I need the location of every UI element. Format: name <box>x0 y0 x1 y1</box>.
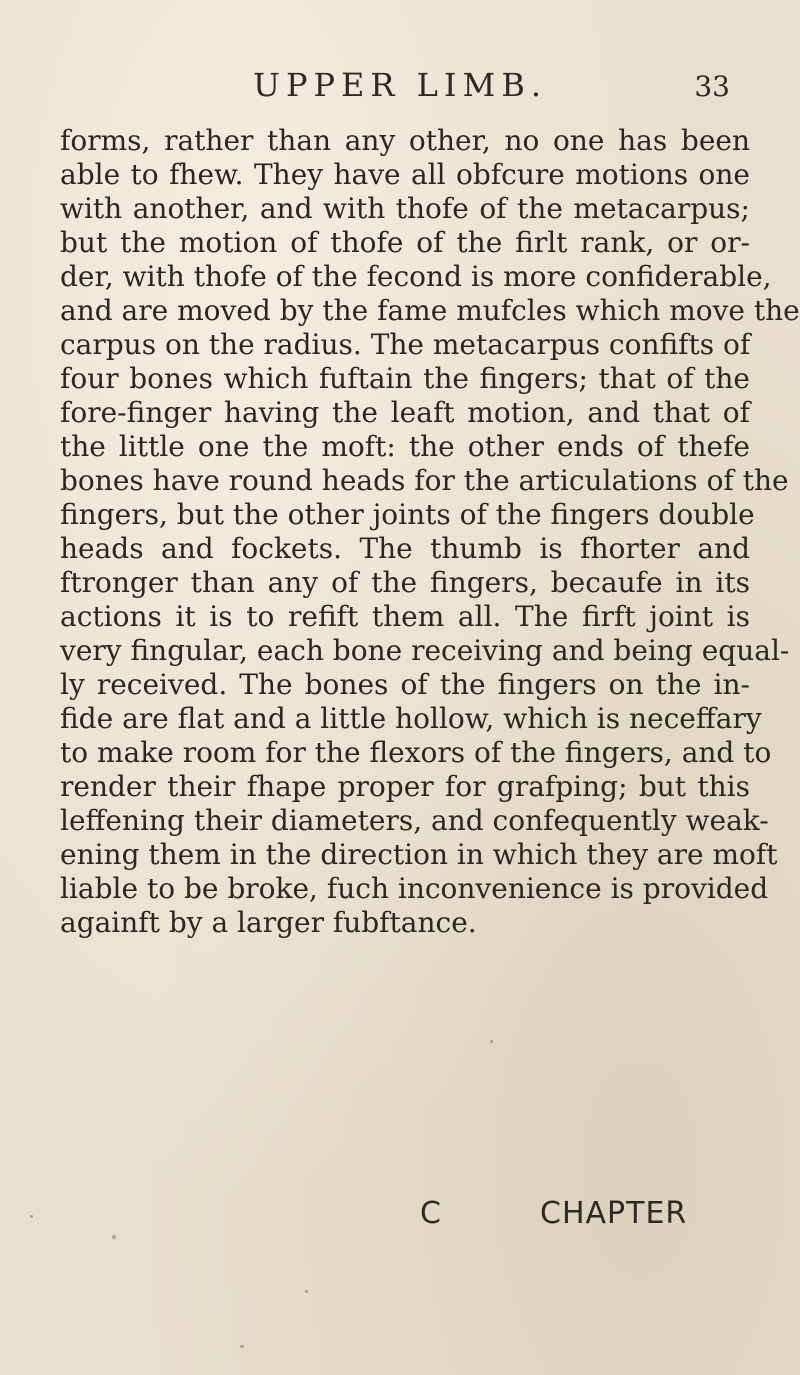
paper-speck <box>490 1040 493 1043</box>
text-line: very fingular, each bone receiving and being equal- <box>60 634 790 667</box>
page-number: 33 <box>694 70 730 103</box>
text-line: bones have round heads for the articulations of the <box>60 464 789 497</box>
signature-mark: C <box>420 1196 441 1231</box>
text-line: ftronger than any of the fingers, becaufe in its <box>60 566 750 599</box>
text-line: but the motion of thofe of the firlt rank, or or- <box>60 226 750 259</box>
text-line: ening them in the direction in which they are moft <box>60 838 778 871</box>
paper-speck <box>112 1235 116 1239</box>
text-line: forms, rather than any other, no one has been <box>60 124 750 157</box>
paper-speck <box>305 1290 308 1293</box>
text-line: with another, and with thofe of the metacarpus; <box>60 192 750 225</box>
text-line: actions it is to refift them all. The firft joint is <box>60 600 750 633</box>
text-line: and are moved by the fame mufcles which move the <box>60 294 800 327</box>
text-line: able to fhew. They have all obfcure motions one <box>60 158 750 191</box>
catchword: CHAPTER <box>540 1196 688 1231</box>
text-line: fide are flat and a little hollow, which is neceffary <box>60 702 762 735</box>
text-line: againft by a larger fubftance. <box>60 906 477 939</box>
text-line: ly received. The bones of the fingers on the in- <box>60 668 750 701</box>
paper-speck <box>30 1215 33 1218</box>
text-line: leffening their diameters, and confequently weak- <box>60 804 769 837</box>
body-text <box>60 124 800 940</box>
text-line: der, with thofe of the fecond is more confiderable, <box>60 260 772 293</box>
text-line: the little one the moft: the other ends of thefe <box>60 430 750 463</box>
running-head: UPPER LIMB. <box>253 66 547 104</box>
text-line: fore-finger having the leaft motion, and that of <box>60 396 750 429</box>
text-line: liable to be broke, fuch inconvenience is provided <box>60 872 769 905</box>
text-line: carpus on the radius. The metacarpus confifts of <box>60 328 751 361</box>
text-line: heads and fockets. The thumb is fhorter and <box>60 532 750 565</box>
text-line: four bones which fuftain the fingers; that of the <box>60 362 750 395</box>
paper-speck <box>240 1345 244 1348</box>
text-line: fingers, but the other joints of the fingers double <box>60 498 755 531</box>
text-line: to make room for the flexors of the fingers, and to <box>60 736 772 769</box>
text-line: render their fhape proper for grafping; but this <box>60 770 750 803</box>
